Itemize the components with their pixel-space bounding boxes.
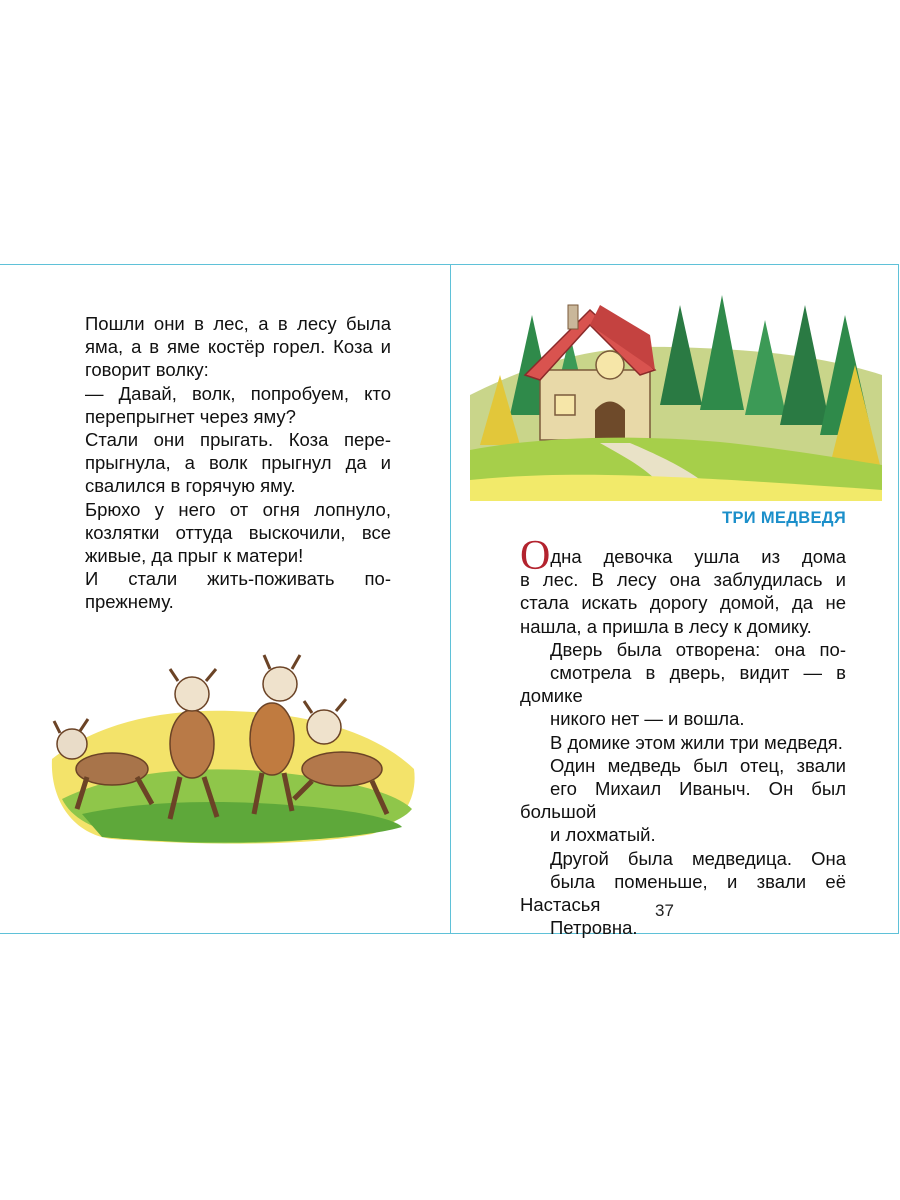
text-line: в лес. В лесу она заблудилась и [520,569,846,591]
text-line: прежнему. [85,591,174,613]
right-page [452,265,899,939]
text-line: стала искать дорогу домой, да не [520,592,846,614]
text-line: козлятки оттуда выскочили, все [85,521,391,543]
text-line: была поменьше, и звали её Настасья [520,870,846,916]
first-line-rest: дна девочка ушла из дома [550,546,846,567]
paragraph [520,754,846,847]
first-text-line [520,533,846,579]
paragraph [55,382,391,428]
text-line: Пошли они в лес, а в лесу была [85,313,391,334]
text-line: Стали они прыгать. Коза пере- [85,429,391,451]
text-line: В домике этом жили три медведя. [550,731,843,753]
right-page-text [520,533,846,939]
drop-cap: О [520,533,551,579]
paragraph [55,567,391,613]
story-title: ТРИ МЕДВЕДЯ [722,509,846,527]
text-line: смотрела в дверь, видит — в домике [520,662,846,707]
text-line: яма, а в яме костёр горел. Коза и [85,336,391,358]
paragraph [520,638,846,731]
paragraph [520,731,846,754]
paragraph [55,428,391,498]
text-line: Дверь была отворена: она по- [550,638,846,660]
text-line: и лохматый. [550,824,656,846]
goats-illustration [42,649,420,849]
book-spread [0,264,899,939]
text-line: Брюхо у него от огня лопнуло, [85,498,391,520]
left-page-text [55,312,391,614]
text-line: И стали жить-поживать по- [85,568,391,590]
page-number: 37 [655,901,674,920]
text-line: — Давай, волк, попробуем, кто [85,382,391,404]
forest-house-picture [470,275,882,501]
page-divider [450,265,451,933]
goats-picture [42,649,420,849]
paragraph [520,847,846,940]
text-line: Другой была медведица. Она [550,847,846,869]
left-page [0,265,450,933]
text-line: свалился в горячую яму. [85,475,296,497]
paragraph [520,533,846,638]
text-line: живые, да прыг к матери! [85,545,304,567]
text-line: прыгнула, а волк прыгнул да и [85,452,391,474]
text-line: Один медведь был отец, звали [550,754,846,776]
text-line: говорит волку: [85,359,209,381]
forest-house-illustration [470,275,882,501]
text-line: нашла, а пришла в лесу к домику. [520,615,812,637]
text-line: перепрыгнет через яму? [85,405,296,427]
text-line: Петровна. [550,917,638,939]
paragraph [55,312,391,382]
text-line: никого нет — и вошла. [550,708,745,730]
paragraph [55,498,391,568]
text-line: его Михаил Иваныч. Он был большой [520,778,846,823]
